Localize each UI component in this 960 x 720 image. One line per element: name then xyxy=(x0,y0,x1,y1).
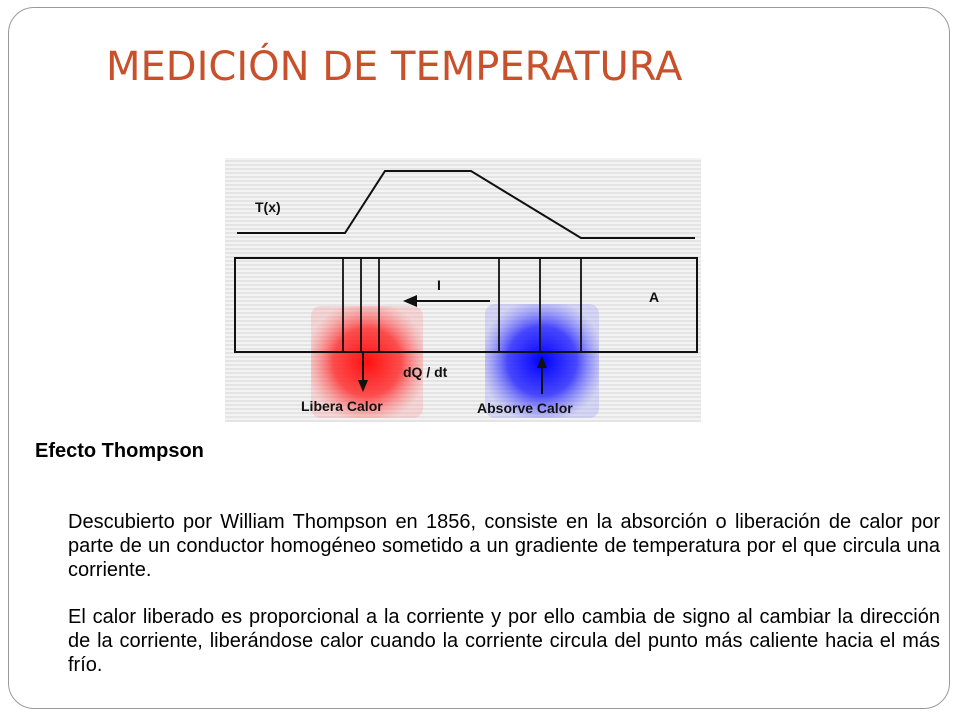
curve-label: T(x) xyxy=(255,199,281,215)
release-label: Libera Calor xyxy=(301,398,383,414)
heat-rate-label: dQ / dt xyxy=(403,364,448,380)
paragraph-definition: Descubierto por William Thompson en 1856, consiste en la absorción o liberación de calor por parte de un conductor homogéneo sometido a un gradiente de temperatura por el que circula una corriente. xyxy=(68,511,940,581)
area-label: A xyxy=(649,289,660,305)
paragraph-explanation: El calor liberado es proporcional a la corriente y por ello cambia de signo al cambiar la dirección de la corriente, liberándose calor cuando la corriente circula del punto más caliente hacia el más frío. xyxy=(68,606,940,676)
thompson-effect-diagram xyxy=(225,158,701,422)
absorb-label: Absorve Calor xyxy=(477,400,573,416)
diagram-background xyxy=(225,158,701,422)
section-subtitle: Efecto Thompson xyxy=(35,440,204,462)
slide-title: MEDICIÓN DE TEMPERATURA xyxy=(106,44,683,90)
current-label: I xyxy=(437,277,441,293)
